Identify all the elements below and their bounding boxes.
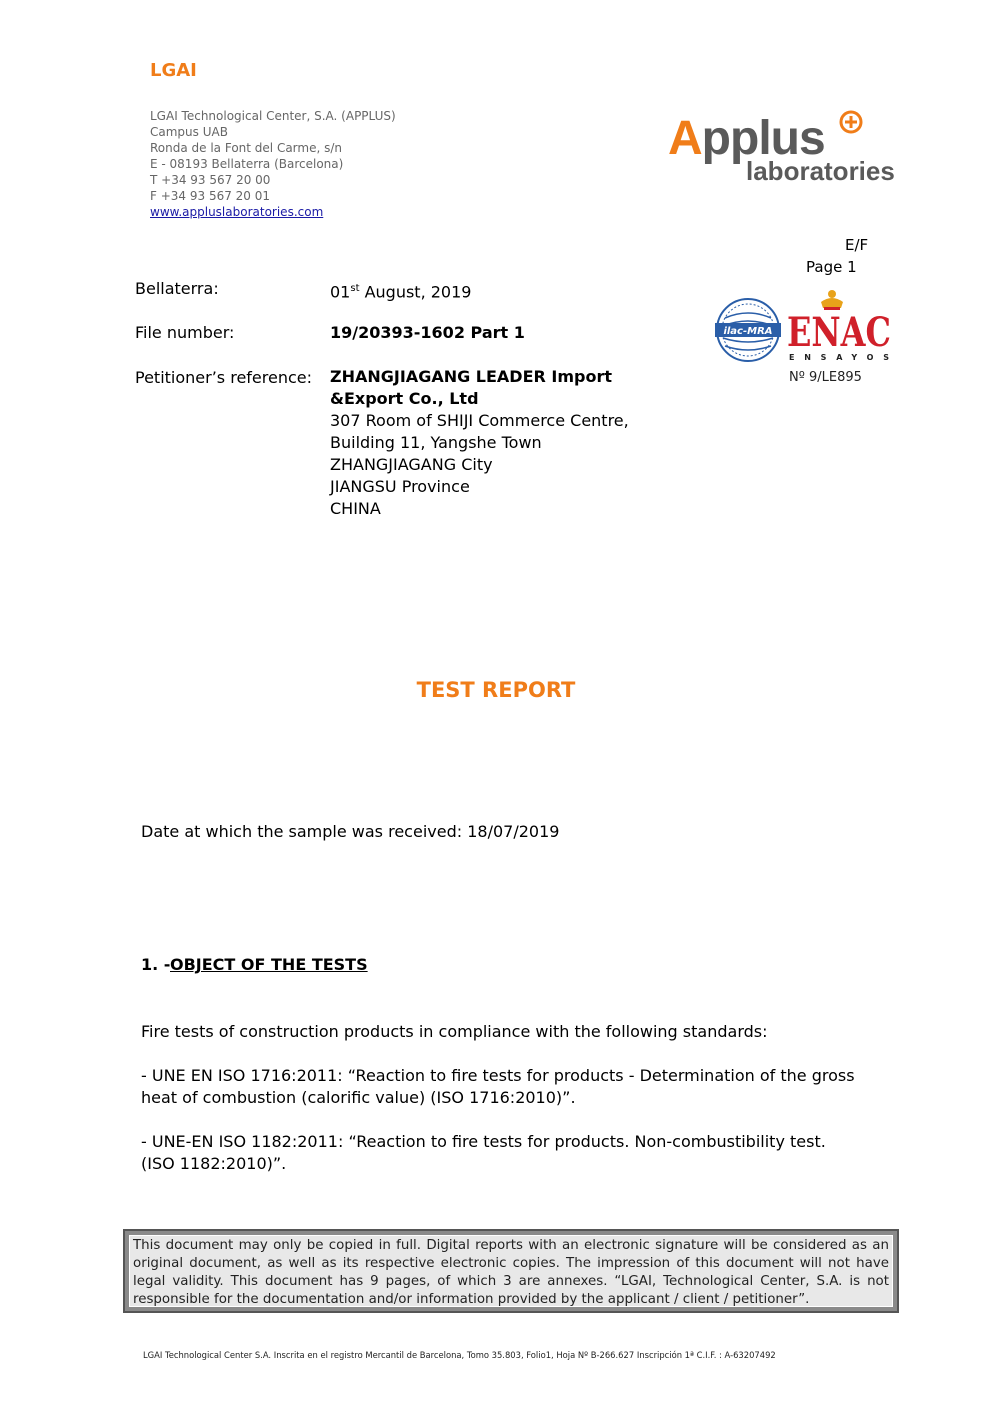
petitioner-label: Petitioner’s reference: <box>135 368 313 387</box>
footer-registration: LGAI Technological Center S.A. Inscrita en el registro Mercantil de Barcelona, Tomo 35.803, Folio1, Hoja Nº B-266.627 Inscripción 1ª C.I.F. : A-63207492 <box>143 1350 776 1360</box>
petitioner-block <box>330 366 629 520</box>
svg-text:ilac-MRA: ilac-MRA <box>723 326 773 337</box>
lab-address-block <box>150 108 396 220</box>
date-rest: August, 2019 <box>359 282 472 302</box>
address-line: Campus UAB <box>150 125 228 139</box>
address-line: LGAI Technological Center, S.A. (APPLUS) <box>150 109 396 123</box>
sample-received-date: Date at which the sample was received: 18/07/2019 <box>141 822 560 841</box>
svg-text:laboratories: laboratories <box>746 156 895 186</box>
petitioner-address-line: JIANGSU Province <box>330 477 470 496</box>
petitioner-address-line: 307 Room of SHIJI Commerce Centre, <box>330 411 629 430</box>
location-label: Bellaterra: <box>135 279 219 298</box>
standard-item: - UNE-EN ISO 1182:2011: “Reaction to fire tests for products. Non-combustibility test. (ISO 1182:2010)”. <box>141 1132 826 1173</box>
section-title: OBJECT OF THE TESTS <box>170 955 368 974</box>
petitioner-address-line: CHINA <box>330 499 381 518</box>
petitioner-address-line: Building 11, Yangshe Town <box>330 433 542 452</box>
address-line: T +34 93 567 20 00 <box>150 173 271 187</box>
page-number: Page 1 <box>806 258 857 276</box>
date-day: 01 <box>330 282 351 302</box>
report-date <box>330 278 471 303</box>
ilac-mra-logo <box>715 299 781 361</box>
section-number: 1. - <box>141 955 171 974</box>
address-line: Ronda de la Font del Carme, s/n <box>150 141 342 155</box>
report-title: TEST REPORT <box>416 678 576 702</box>
org-short-title: LGAI <box>150 60 197 81</box>
disclaimer-text: This document may only be copied in full. Digital reports with an electronic signature will be considered as an original document, as well as its respective electronic copies. The impression of this document will not have legal validity. This document has 9 pages, of which 3 are annexes. “LGAI, Technological Center, S.A. is not responsible for the documentation and/or information provided by the applicant / client / petitioner”. <box>129 1235 893 1307</box>
file-number: 19/20393-1602 Part 1 <box>330 323 525 342</box>
petitioner-address-line: ZHANGJIAGANG City <box>330 455 493 474</box>
file-number-label: File number: <box>135 323 235 342</box>
accreditation-logos <box>715 288 895 368</box>
date-suffix: st <box>350 283 360 294</box>
standard-item: - UNE EN ISO 1716:2011: “Reaction to fire tests for products - Determination of the gross heat of combustion (calorific value) (ISO 1716:2010)”. <box>141 1066 855 1107</box>
enac-logo <box>787 290 891 362</box>
accreditation-number: Nº 9/LE895 <box>789 370 862 385</box>
applus-laboratories-logo <box>668 108 898 186</box>
website-link[interactable]: www.appluslaboratories.com <box>150 205 324 219</box>
section-intro: Fire tests of construction products in compliance with the following standards: <box>141 1022 768 1041</box>
svg-text:ENSAYOS: ENSAYOS <box>789 353 889 362</box>
svg-text:Applus: Applus <box>668 112 825 165</box>
petitioner-name: &Export Co., Ltd <box>330 389 479 408</box>
address-line: F +34 93 567 20 01 <box>150 189 271 203</box>
disclaimer-box <box>123 1229 899 1313</box>
ef-marker: E/F <box>845 236 869 254</box>
address-line: E - 08193 Bellaterra (Barcelona) <box>150 157 344 171</box>
svg-text:ENAC: ENAC <box>787 309 891 356</box>
petitioner-name: ZHANGJIAGANG LEADER Import <box>330 367 613 386</box>
